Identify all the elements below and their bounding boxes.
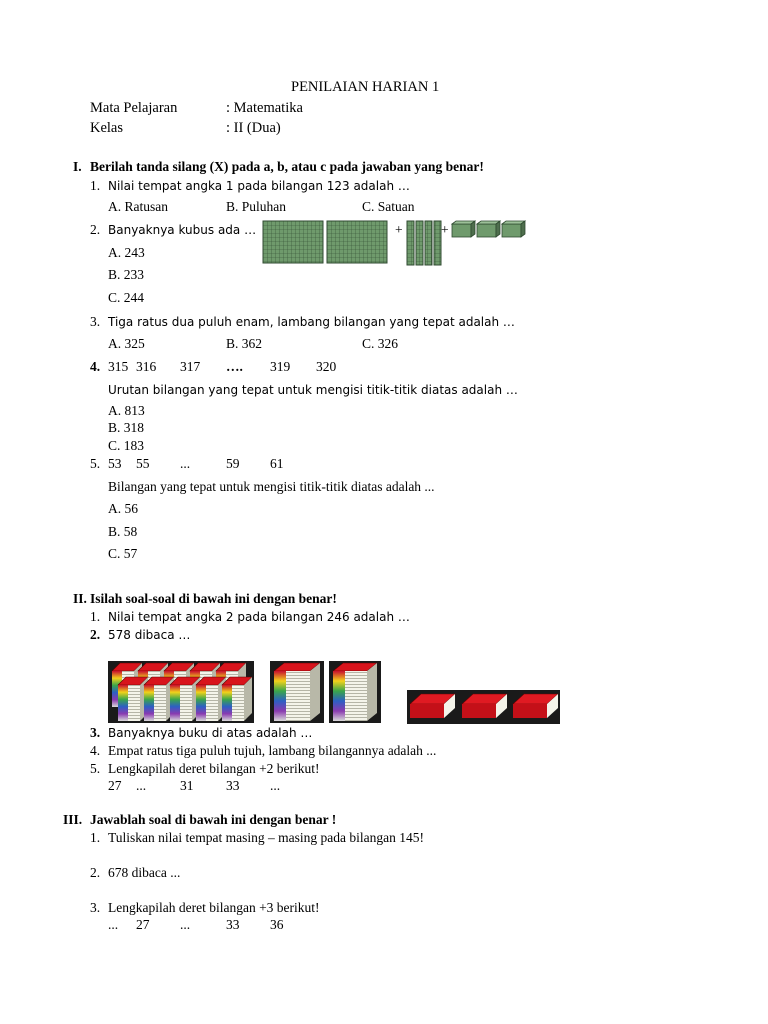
s1-q5-option-b: B. 58 <box>108 524 138 539</box>
s1-q4-option-b: B. 318 <box>108 420 145 435</box>
s1-q4-number: 4. <box>90 359 101 374</box>
s1-q5-seq-1: 53 <box>108 456 122 471</box>
s1-q3-option-a: A. 325 <box>108 336 145 351</box>
s1-q4-seq-5: 319 <box>270 359 291 374</box>
s1-q4-seq-blank: …. <box>226 359 243 374</box>
s1-q5-text: Bilangan yang tepat untuk mengisi titik-titik diatas adalah ... <box>108 479 435 494</box>
section-1-number: I. <box>73 159 82 174</box>
s1-q1-option-b: B. Puluhan <box>226 199 287 214</box>
s2-q1-text: Nilai tempat angka 2 pada bilangan 246 adalah … <box>108 610 410 624</box>
s1-q2-option-c: C. 244 <box>108 290 145 305</box>
s2-q3-text: Banyaknya buku di atas adalah … <box>108 726 313 740</box>
s2-q5-seq-blank-2: ... <box>270 778 281 793</box>
s1-q5-option-a: A. 56 <box>108 501 138 516</box>
s1-q5-seq-blank: ... <box>180 456 191 471</box>
s1-q2-option-a: A. 243 <box>108 245 145 260</box>
s3-q3-seq-2: 27 <box>136 917 150 932</box>
s3-q2-text: 678 dibaca ... <box>108 865 181 880</box>
s2-q4-text: Empat ratus tiga puluh tujuh, lambang bilangannya adalah ... <box>108 743 437 758</box>
s3-q2-number: 2. <box>90 865 101 880</box>
section-1-instruction: Berilah tanda silang (X) pada a, b, atau c pada jawaban yang benar! <box>90 159 484 174</box>
s1-q2-number: 2. <box>90 222 101 237</box>
s2-q4-number: 4. <box>90 743 101 758</box>
subject-label: Mata Pelajaran <box>90 100 178 116</box>
s1-q4-seq-2: 316 <box>136 359 157 374</box>
s1-q4-text: Urutan bilangan yang tepat untuk mengisi titik-titik diatas adalah … <box>108 383 518 397</box>
s1-q1-number: 1. <box>90 178 101 193</box>
s1-q3-number: 3. <box>90 314 101 329</box>
s1-q5-number: 5. <box>90 456 101 471</box>
s1-q5-seq-2: 55 <box>136 456 150 471</box>
s1-q5-seq-4: 59 <box>226 456 240 471</box>
single-books-image <box>407 690 560 724</box>
s1-q5-option-c: C. 57 <box>108 546 138 561</box>
hundreds-flat-block-1 <box>263 221 323 263</box>
s1-q4-seq-1: 315 <box>108 359 129 374</box>
class-label: Kelas <box>90 120 124 136</box>
plus-sign-2: + <box>441 222 449 237</box>
s2-q2-text: 578 dibaca … <box>108 628 191 642</box>
s1-q5-seq-5: 61 <box>270 456 284 471</box>
s3-q3-number: 3. <box>90 900 101 915</box>
s3-q1-text: Tuliskan nilai tempat masing – masing pada bilangan 145! <box>108 830 424 845</box>
s1-q3-option-b: B. 362 <box>226 336 263 351</box>
s1-q1-option-a: A. Ratusan <box>108 199 168 214</box>
s3-q3-seq-blank-2: ... <box>180 917 191 932</box>
book-stack-image-1 <box>270 661 324 723</box>
s1-q4-seq-6: 320 <box>316 359 337 374</box>
s2-q2-number: 2. <box>90 627 101 642</box>
section-2-number: II. <box>73 591 87 606</box>
s1-q2-text: Banyaknya kubus ada … <box>108 223 257 237</box>
section-2-instruction: Isilah soal-soal di bawah ini dengan benar! <box>90 591 337 606</box>
tens-rod-blocks <box>407 221 441 265</box>
s3-q1-number: 1. <box>90 830 101 845</box>
s1-q1-option-c: C. Satuan <box>362 199 415 214</box>
unit-cubes <box>452 221 524 237</box>
s2-q5-seq-3: 31 <box>180 778 194 793</box>
s2-q5-text: Lengkapilah deret bilangan +2 berikut! <box>108 761 320 776</box>
s3-q3-seq-4: 33 <box>226 917 240 932</box>
s3-q3-seq-blank-1: ... <box>108 917 119 932</box>
s2-q5-seq-1: 27 <box>108 778 122 793</box>
hundreds-flat-block-2 <box>327 221 387 263</box>
s1-q3-option-c: C. 326 <box>362 336 399 351</box>
section-3-instruction: Jawablah soal di bawah ini dengan benar ! <box>90 812 337 827</box>
s1-q3-text: Tiga ratus dua puluh enam, lambang bilangan yang tepat adalah … <box>108 315 515 329</box>
s2-q1-number: 1. <box>90 609 101 624</box>
section-3-number: III. <box>63 812 83 827</box>
s2-q5-seq-blank-1: ... <box>136 778 147 793</box>
s3-q3-seq-5: 36 <box>270 917 284 932</box>
s1-q4-seq-3: 317 <box>180 359 201 374</box>
s1-q4-option-c: C. 183 <box>108 438 145 453</box>
s1-q2-option-b: B. 233 <box>108 267 145 282</box>
page-title: PENILAIAN HARIAN 1 <box>291 79 440 95</box>
book-stacks-image <box>108 661 254 723</box>
s2-q3-number: 3. <box>90 725 101 740</box>
class-value: : II (Dua) <box>226 120 281 136</box>
subject-value: : Matematika <box>226 100 303 116</box>
book-stack-image-2 <box>329 661 381 723</box>
s1-q1-text: Nilai tempat angka 1 pada bilangan 123 adalah … <box>108 179 410 193</box>
s3-q3-text: Lengkapilah deret bilangan +3 berikut! <box>108 900 320 915</box>
s2-q5-number: 5. <box>90 761 101 776</box>
s1-q4-option-a: A. 813 <box>108 403 145 418</box>
plus-sign-1: + <box>395 222 403 237</box>
s2-q5-seq-4: 33 <box>226 778 240 793</box>
